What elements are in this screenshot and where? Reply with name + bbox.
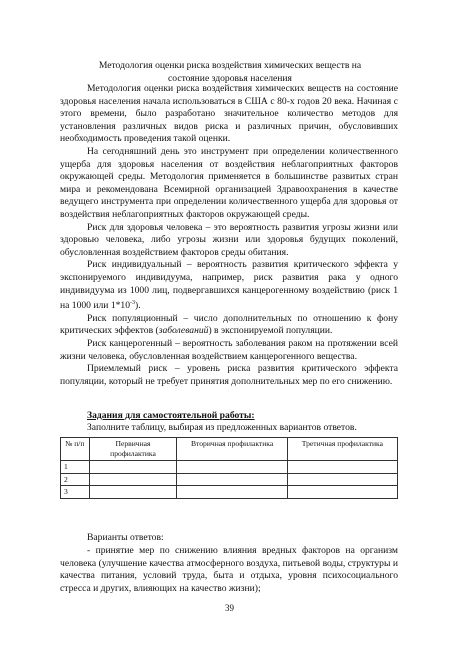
variants-text bbox=[60, 545, 398, 595]
population-risk-tail: ) в экспонируемой популяции. bbox=[208, 325, 333, 337]
table-cell[interactable] bbox=[89, 473, 177, 486]
paragraph-health-risk: Риск для здоровья человека – это вероятность развития угрозы жизни или здоровью человека, либо угрозы жизни или здоровья будущих поколений, обусловленная воздействием факторов среды обитания. bbox=[60, 221, 398, 258]
column-header-secondary: Вторичная профилактика bbox=[177, 438, 287, 461]
table-cell[interactable] bbox=[177, 486, 287, 499]
table-cell[interactable] bbox=[287, 473, 397, 486]
paragraph-acceptable-risk: Приемлемый риск – уровень риска развития критического эффекта популяции, который не требует принятия дополнительных мер по его снижению. bbox=[60, 363, 398, 387]
individual-risk-text: Риск индивидуальный – вероятность развития критического эффекта у экспонируемого индивидуума, например, риск развития рака у одного индивидуума из 1000 лиц, подвергавшихся канцерогенному воздействию (риск 1 на 1000 или 1*10 bbox=[60, 259, 398, 312]
paragraph-intro: Методология оценки риска воздействия химических веществ на состояние здоровья населения начала использоваться в США с 80-х годов 20 века. Начиная с этого времени, было разработано значительное количество методов для установления различных видов риска и различных причин, обусловивших необходимость проведения такой оценки. bbox=[60, 83, 398, 145]
page-number: 39 bbox=[225, 603, 234, 613]
table-cell[interactable] bbox=[177, 473, 287, 486]
variants-heading: Варианты ответов: bbox=[87, 532, 164, 543]
column-header-primary: Первичная профилактика bbox=[89, 438, 177, 461]
table-cell[interactable] bbox=[177, 461, 287, 474]
table-row bbox=[61, 486, 398, 499]
paragraph-carcinogenic-risk: Риск канцерогенный – вероятность заболевания раком на протяжении всей жизни человека, обусловленная воздействием канцерогенного вещества. bbox=[60, 338, 398, 362]
tasks-heading: Задания для самостоятельной работы: bbox=[87, 410, 255, 421]
table-cell[interactable] bbox=[89, 486, 177, 499]
variant-item: - принятие мер по снижению влияния вредных факторов на организм человека (улучшение качества атмосферного воздуха, питьевой воды, структуры и качества питания, условий труда, быта и отдыха, уровня психосоциального стресса и других, влияющих на качество жизни); bbox=[60, 545, 398, 594]
column-header-tertiary: Третичная профилактика bbox=[287, 438, 397, 461]
section-title-line-1: Методология оценки риска воздействия химических веществ на bbox=[98, 60, 362, 71]
exponent: -3 bbox=[130, 300, 136, 307]
column-header-number: № п/п bbox=[61, 438, 90, 461]
table-cell: 2 bbox=[61, 473, 90, 486]
population-risk-text: Риск популяционный – число дополнительных по отношению к фону критических эффектов ( bbox=[60, 312, 398, 337]
section-title bbox=[60, 60, 400, 85]
table-cell[interactable] bbox=[89, 461, 177, 474]
paragraph-population-risk bbox=[60, 313, 398, 338]
prevention-table bbox=[60, 437, 398, 499]
table-row bbox=[61, 473, 398, 486]
population-risk-italic: заболеваний bbox=[158, 325, 209, 337]
individual-risk-tail: ). bbox=[135, 300, 141, 312]
table-cell: 3 bbox=[61, 486, 90, 499]
table-cell: 1 bbox=[61, 461, 90, 474]
table-header-row bbox=[61, 438, 398, 461]
table-row bbox=[61, 461, 398, 474]
paragraph-methodology: На сегодняшний день это инструмент при определении количественного ущерба для здоровья населения от воздействия неблагоприятных факторов окружающей среды. Методология применяется в большинстве развитых стран мира и рекомендована Всемирной организацией Здравоохранения в качестве ведущего инструмента при определении количественного ущерба для здоровья от воздействия неблагоприятных факторов окружающей среды. bbox=[60, 145, 398, 220]
section-title-line-2: состояние здоровья населения bbox=[168, 72, 292, 84]
paragraph-individual-risk bbox=[60, 259, 398, 313]
body-text bbox=[60, 83, 398, 388]
tasks-instruction: Заполните таблицу, выбирая из предложенных вариантов ответов. bbox=[87, 422, 357, 433]
table-cell[interactable] bbox=[287, 486, 397, 499]
table-cell[interactable] bbox=[287, 461, 397, 474]
